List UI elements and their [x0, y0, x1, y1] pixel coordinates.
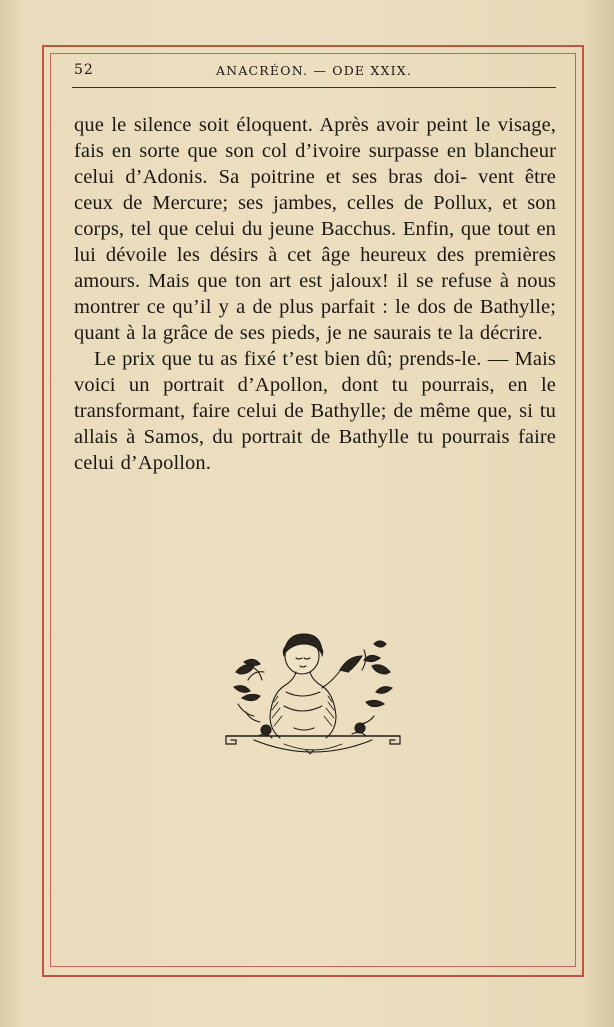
running-head: ANACRÉON. — ODE XXIX.	[215, 63, 413, 78]
paragraph: que le silence soit éloquent. Après avoir peint le visage, fais en sorte que son col d’ivoire surpasse en blancheur celui d’Adonis. Sa poitrine et ses bras doi- vent être ceux de Mercure; ses jambes, celles de Pollux, et son corps, tel que celui du jeune Bacchus. Enfin, que tout en lui dévoile les désirs à cet âge heureux des premières amours. Mais que ton art est jaloux! il se refuse à nous montrer ce qu’il y a de plus parfait : le dos de Bathylle; quant à la grâce de ses pieds, je ne saurais te la décrire.	[74, 114, 556, 344]
page-number: 52	[74, 62, 94, 78]
cupid-vignette-icon	[224, 632, 402, 756]
paragraph: Le prix que tu as fixé t’est bien dû; prends-le. — Mais voici un portrait d’Apollon, dont tu pourrais, en le transformant, faire celui de Bathylle; de même que, si tu allais à Samos, du portrait de Bathylle tu pourrais faire celui d’Apollon.	[74, 348, 556, 474]
page-header	[72, 62, 556, 82]
header-rule	[72, 87, 556, 88]
body-text	[74, 112, 556, 476]
